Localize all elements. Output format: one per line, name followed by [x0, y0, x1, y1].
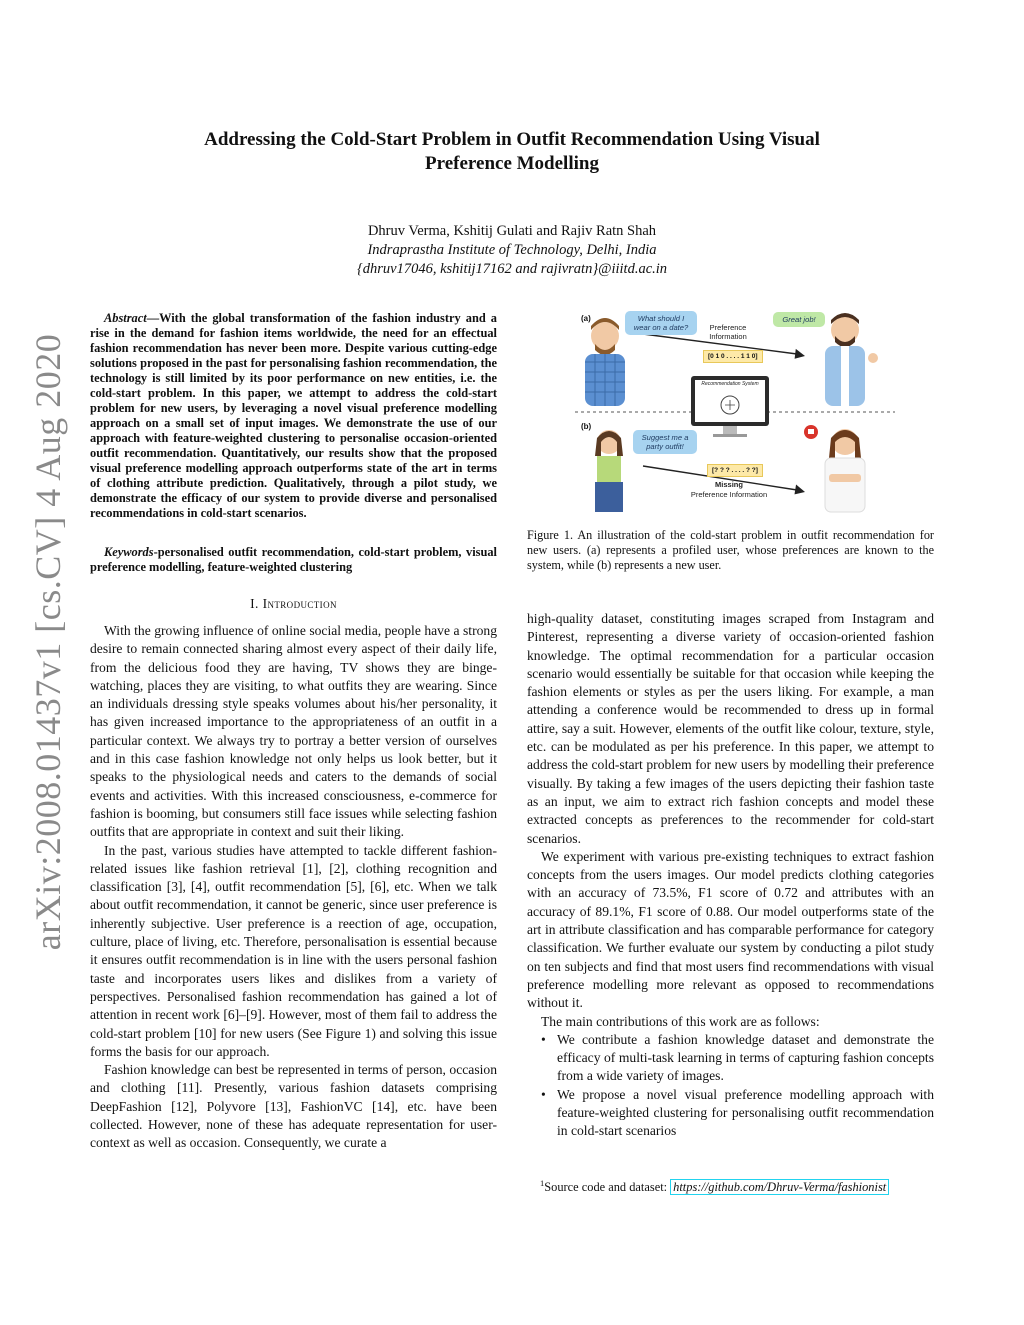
speech-bubble-a: What should I wear on a date?	[625, 311, 697, 335]
footnote	[540, 1175, 940, 1195]
new-user-figure	[595, 430, 623, 512]
missing-label: Missing	[715, 480, 743, 489]
preference-info-label: Preference Information	[709, 323, 747, 341]
happy-user-figure	[825, 313, 878, 406]
author-block	[180, 222, 844, 279]
list-item: • We propose a novel visual preference modelling approach with feature-weighted clustering for personalising outfit recommendation in cold-start scenarios	[557, 1086, 934, 1141]
unhappy-user-figure	[804, 425, 865, 512]
contributions-list	[527, 1031, 934, 1141]
abstract	[90, 311, 497, 521]
right-body	[527, 610, 934, 1141]
paragraph: With the growing influence of online social media, people have a strong desire to remain connected sharing almost every aspect of their daily life, from the delicious food they are having, TV shows they are binge-watching, places they are visiting, to what outfits they are wearing. Since an individuals dressing style speaks volumes about his/her personality, it has given increased importance to the appropriateness of an outfit in a particular context. We always try to portray a better version of ourselves and in this case fashion knowledge not only helps us look better, but it speaks to the physiological needs and caters to the demands of social events and activities. With this increased consciousness, e-commerce for fashion is booming, but consumers still face issues while selecting fashion outfits that are appropriate in context and suit their liking.	[90, 623, 497, 840]
preference-vector-b: [? ? ? . . . . ? ?]	[707, 464, 763, 477]
preference-vector-a: [0 1 0 . . . . 1 1 0]	[703, 350, 763, 363]
paragraph: high-quality dataset, constituting images scraped from Instagram and Pinterest, representing a diverse variety of occasion-oriented fashion knowledge. The optimal recommendation for a particular occasion scenario would essentially be suitable for that occasion while keeping the fashion elements or styles as per the users liking. For example, a man attending a conference would be recommended to dress up in formal attire, say a suit. However, elements of the outfit like colour, texture, style, etc. can be modulated as per his preference. In this paper, we attempt to address the cold-start problem for new users by modelling their preference visually. By taking a few images of the users depicting their fashion taste as an input, we aim to extract rich fashion concepts and model these extracted concepts as preferences to the recommender for cold-start scenarios.	[527, 611, 934, 846]
missing-preference-label: Preference Information	[690, 490, 768, 499]
abstract-lead: Abstract	[104, 311, 147, 325]
paragraph: In the past, various studies have attempted to tackle different fashion-related issues like fashion retrieval [1], [2], clothing recognition and classification [3], [4], outfit recommendation [5], [6], etc. When we talk about outfit recommendation, it cannot be generic, since user preference is inherently subjective. User preference is a reection of age, occupation, culture, place of living, etc. Therefore, personalisation is essential because it ensures outfit recommendation is in line with the users personal fashion taste and incorporates users likes and dislikes from a variety of perspectives. Personalised fashion recommendation has gained a lot of attention in recent work [6]–[9]. However, most of them fail to address the cold-start problem [10] for new users (See Figure 1) and solving this issue forms the basis for our approach.	[90, 842, 497, 1059]
arxiv-id: arXiv:2008.01437v1 [cs.CV] 4 Aug 2020	[28, 333, 68, 951]
section-title: Introduction	[262, 596, 337, 611]
source-code-link[interactable]: https://github.com/Dhruv-Verma/fashionist	[670, 1179, 889, 1195]
list-item: • We contribute a fashion knowledge dataset and demonstrate the efficacy of multi-task learning in terms of capturing fashion concepts from a wide variety of images.	[557, 1031, 934, 1086]
paper-title: Addressing the Cold-Start Problem in Outfit Recommendation Using Visual Preference Modelling	[204, 129, 820, 174]
paragraph: The main contributions of this work are as follows:	[541, 1013, 820, 1029]
author-names: Dhruv Verma, Kshitij Gulati and Rajiv Ratn Shah	[367, 223, 657, 239]
recommendation-system-label: Recommendation System	[701, 381, 759, 387]
panel-label-b: (b)	[581, 422, 592, 431]
section-heading	[90, 596, 497, 612]
keywords	[90, 545, 497, 575]
author-emails: {dhruv17046, kshitij17162 and rajivratn}@iiitd.ac.in	[356, 261, 668, 277]
author-affiliation: Indraprastha Institute of Technology, Delhi, India	[367, 242, 657, 258]
abstract-text: —With the global transformation of the fashion industry and a rise in the demand for fashion items worldwide, the need for an effectual fashion recommendation has never been more. Despite various cutting-edge solutions proposed in the past for personalising fashion recommendation, the technology is still limited by its poor performance on new entities, i.e. the cold-start problem. In this paper, we attempt to address the cold-start problem for new users, by leveraging a novel visual preference modelling approach on a small set of input images. We demonstrate the use of our approach with feature-weighted clustering to personalise occasion-oriented outfit recommendation. Quantitatively, our results show that the proposed visual preference modelling approach outperforms state of the art in terms of clothing attribute prediction. Qualitatively, through a pilot study, we demonstrate the efficacy of our system to provide diverse and personalised recommendations in cold-start scenarios.	[90, 311, 497, 520]
section-number: I.	[250, 596, 259, 611]
footnote-text: Source code and dataset:	[544, 1180, 671, 1195]
speech-bubble-great: Great job!	[773, 312, 825, 327]
keywords-lead: Keywords	[104, 545, 154, 559]
profiled-user-figure	[585, 318, 625, 406]
footnote-mark: 1	[540, 1178, 545, 1188]
arxiv-stamp	[18, 333, 78, 951]
keywords-text: -personalised outfit recommendation, cold-start problem, visual preference modelling, feature-weighted clustering	[90, 545, 497, 574]
figure-caption: Figure 1. An illustration of the cold-start problem in outfit recommendation for new users. (a) represents a profiled user, whose preferences are known to the system, while (b) represents a new user.	[527, 528, 934, 573]
figure-1	[575, 306, 895, 514]
panel-label-a: (a)	[581, 314, 591, 323]
paragraph: Fashion knowledge can best be represented in terms of person, occasion and clothing [11]. Presently, various fashion datasets comprising DeepFashion [12], Polyvore [13], FashionVC [14], etc. have been collected. However, none of these has adequate representation for user-context as well as occasion. Consequently, we curate a	[90, 1062, 497, 1151]
paragraph: We experiment with various pre-existing techniques to extract fashion concepts from the users images. Our model predicts clothing categories with an accuracy of 73.5%, F1 score of 0.72 and attributes with an accuracy of 89.1%, F1 score of 0.88. Our model outperforms state of the art in attribute classification and has comparable performance for category classification. We further evaluate our system by conducting a pilot study on ten subjects and find that most users find recommendations with visual preference modelling more relevant as opposed to recommendations without it.	[527, 848, 934, 1011]
left-body	[90, 622, 497, 1153]
speech-bubble-b: Suggest me a party outfit!	[633, 430, 697, 454]
